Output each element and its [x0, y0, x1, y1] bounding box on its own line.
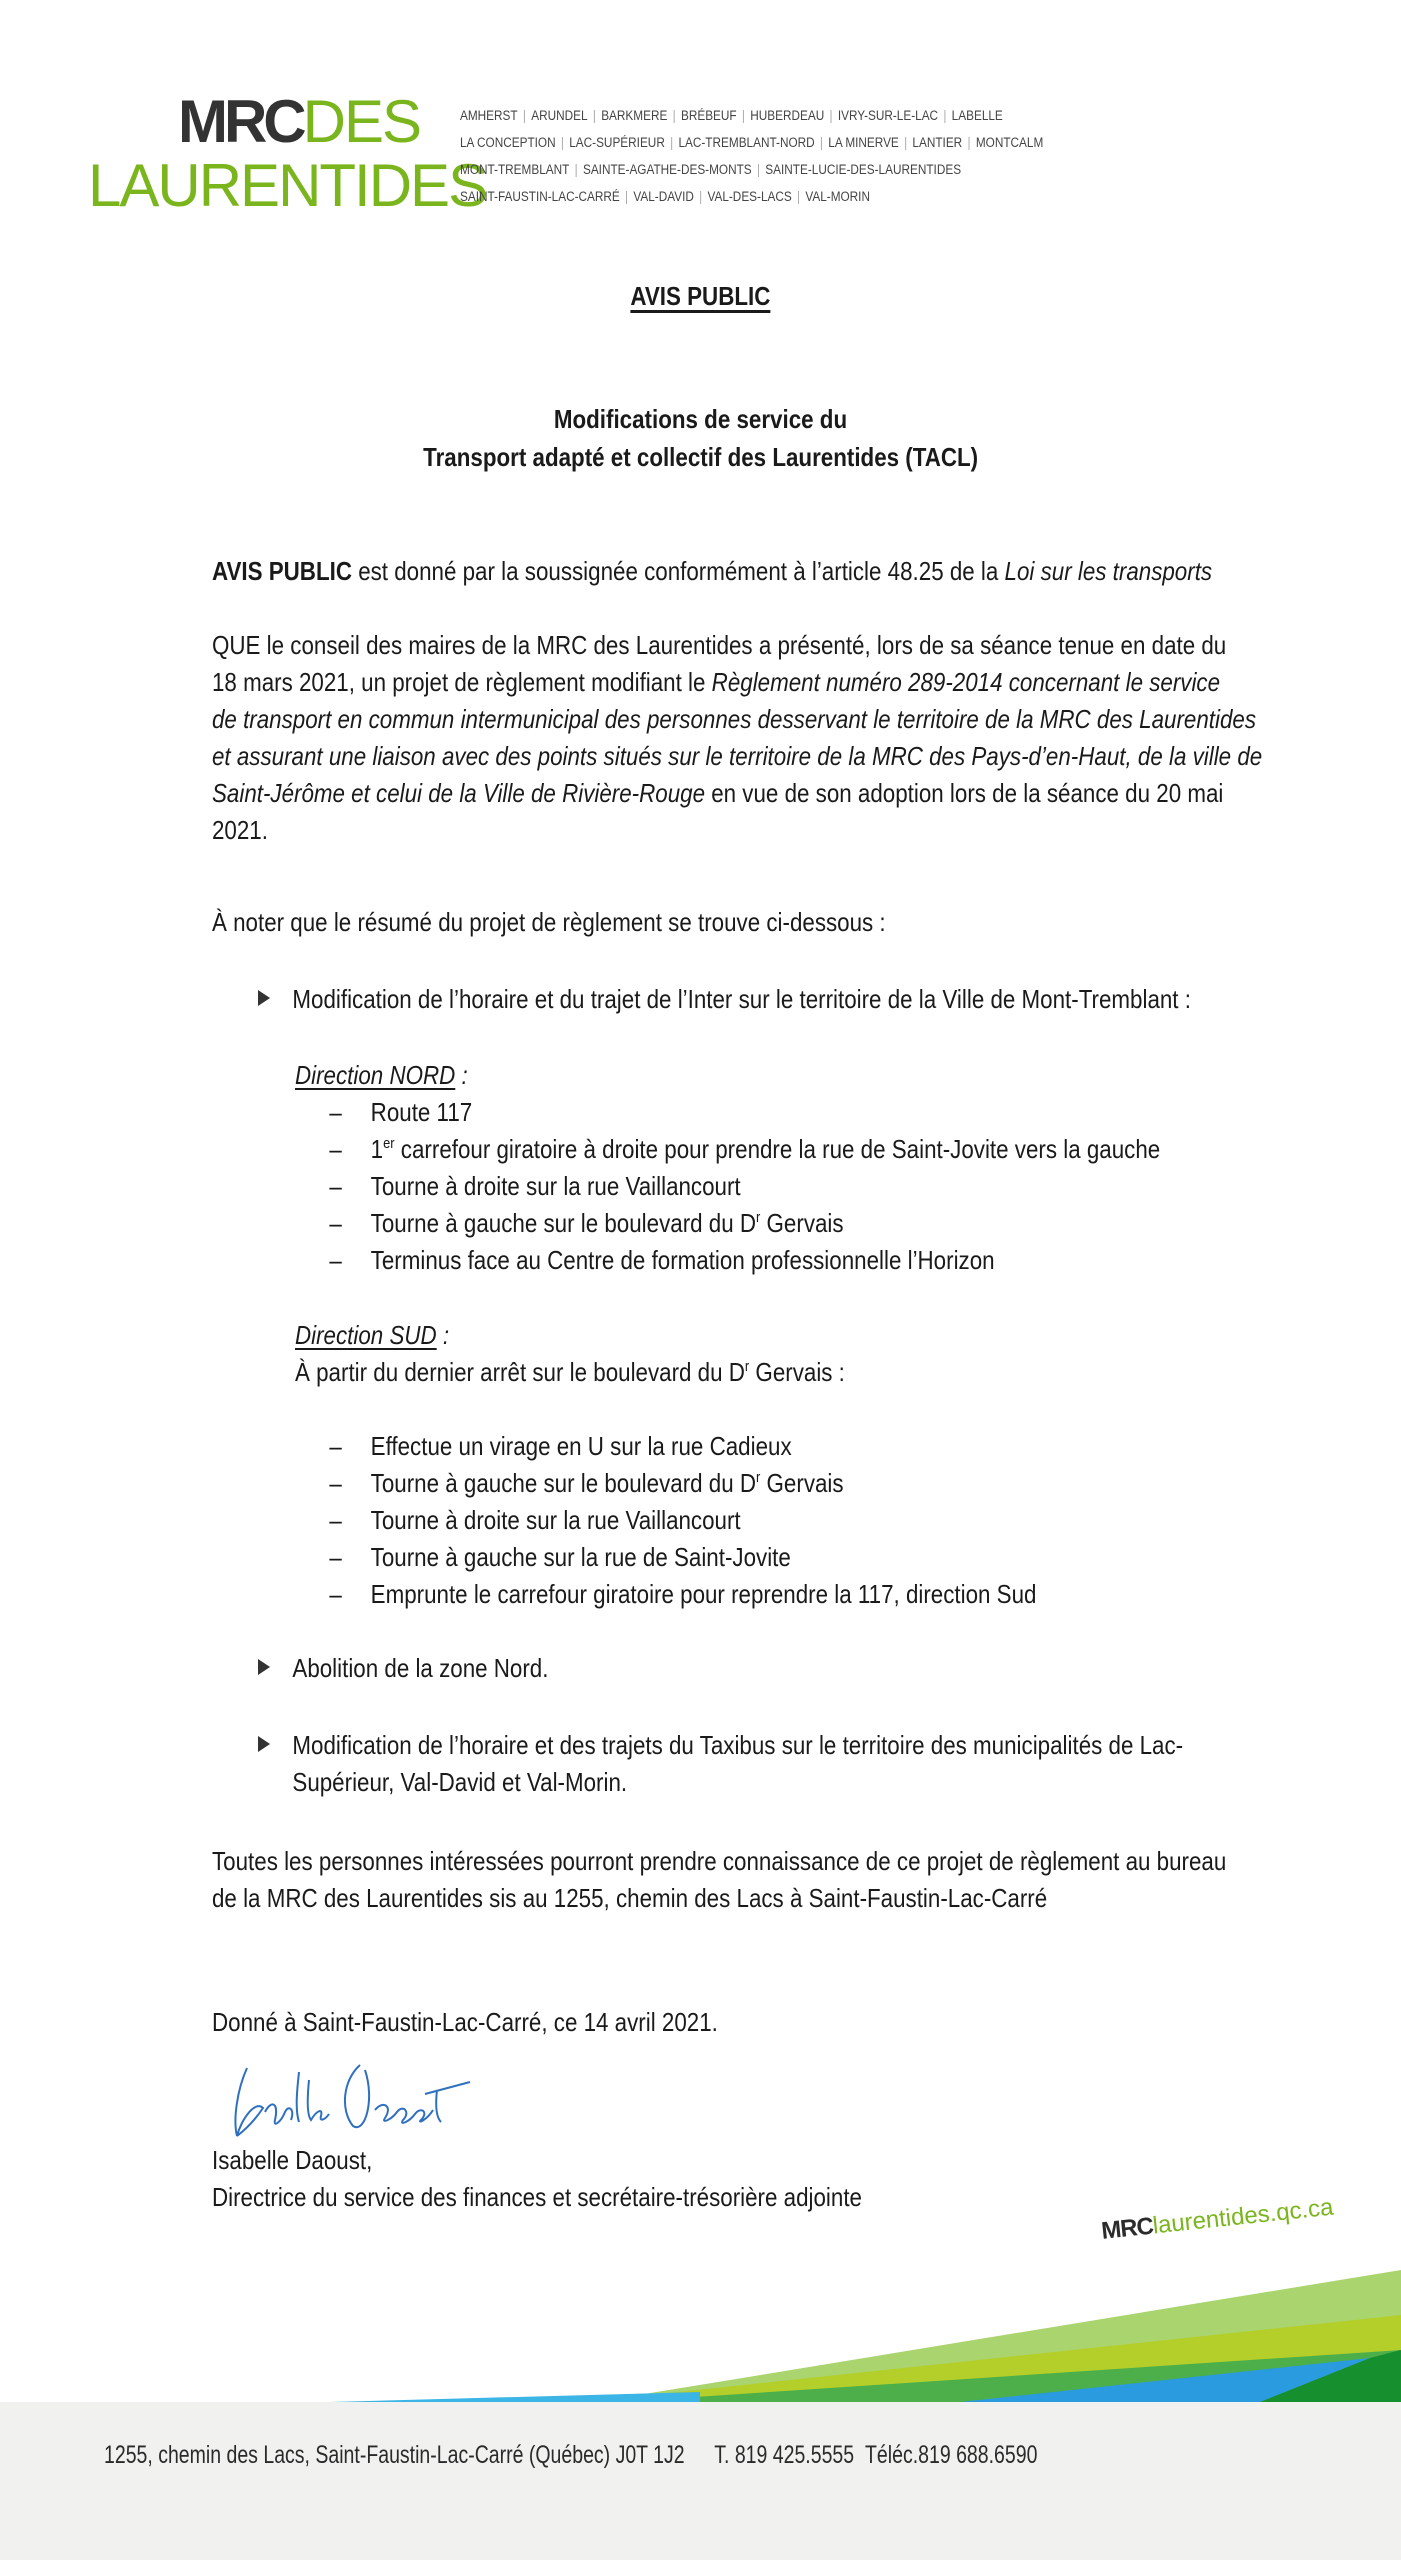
dash-bullet-icon: –	[329, 1208, 342, 1238]
separator: |	[819, 135, 823, 150]
municipality-name: SAINT-FAUSTIN-LAC-CARRÉ	[460, 189, 620, 204]
nord-list	[295, 1094, 1160, 1279]
arrow-bullet-icon	[258, 1659, 270, 1675]
separator: |	[522, 108, 526, 123]
municipality-name: SAINTE-AGATHE-DES-MONTS	[582, 162, 752, 177]
dash-bullet-icon: –	[329, 1468, 342, 1498]
arrow-bullet-icon	[258, 1736, 270, 1752]
direction-sud: Direction SUD : À partir du dernier arrêt sur le boulevard du $D^r$ Gervais : – Effectue un virage en U sur la rue Cadieux – Tourne à gauche sur le boulevard du $D^r$ Gervais – Tourne à droite sur la rue Vaillancourt – Tourne à gauche sur la rue de Saint-Jovite – Emprunte le carrefour giratoire pour reprendre la 117, direction Sud	[295, 1317, 1036, 1613]
notice-subtitle	[0, 400, 1401, 476]
municipality-row	[460, 129, 1043, 156]
separator: |	[625, 189, 629, 204]
dash-bullet-icon: –	[329, 1579, 342, 1609]
municipality-name: MONTCALM	[975, 135, 1044, 150]
route-step: – Tourne à gauche sur le boulevard du $D^r$ Gervais	[295, 1465, 1036, 1502]
logo-mrc: MRC	[178, 88, 303, 155]
municipality-name: LABELLE	[951, 108, 1003, 123]
dash-bullet-icon: –	[329, 1134, 342, 1164]
route-step: – Emprunte le carrefour giratoire pour reprendre la 117, direction Sud	[295, 1576, 1036, 1613]
nord-heading: Direction NORD	[295, 1060, 456, 1090]
municipality-row	[460, 102, 1043, 129]
route-step: – Terminus face au Centre de formation professionnelle l’Horizon	[295, 1242, 1160, 1279]
route-step: – Tourne à droite sur la rue Vaillancourt	[295, 1168, 1160, 1205]
sud-heading: Direction SUD	[295, 1320, 437, 1350]
separator: |	[699, 189, 703, 204]
municipality-name: VAL-DAVID	[633, 189, 694, 204]
dash-bullet-icon: –	[329, 1097, 342, 1127]
footer-fax: Téléc.819 688.6590	[865, 2441, 1038, 2469]
bullet-zone-nord: Abolition de la zone Nord.	[258, 1650, 548, 1687]
route-step: – Tourne à gauche sur la rue de Saint-Jovite	[295, 1539, 1036, 1576]
consult-paragraph: Toutes les personnes intéressées pourront prendre connaissance de ce projet de règlement au bureau de la MRC des Laurentides sis au 1255, chemin des Lacs à Saint-Faustin-Lac-Carré	[212, 1846, 1227, 1913]
subtitle-line1: Modifications de service du	[553, 404, 848, 434]
logo-line1	[178, 88, 421, 155]
dash-bullet-icon: –	[329, 1505, 342, 1535]
separator: |	[560, 135, 564, 150]
municipality-name: HUBERDEAU	[750, 108, 825, 123]
separator: |	[574, 162, 578, 177]
arrow-bullet-icon	[258, 990, 270, 1006]
municipality-name: LAC-TREMBLANT-NORD	[678, 135, 815, 150]
notice-title: AVIS PUBLIC	[630, 281, 771, 311]
municipality-name: BRÉBEUF	[680, 108, 737, 123]
municipality-name: ARUNDEL	[531, 108, 588, 123]
summary-intro: À noter que le résumé du projet de règlement se trouve ci-dessous :	[212, 907, 886, 937]
dash-bullet-icon: –	[329, 1245, 342, 1275]
dash-bullet-icon: –	[329, 1171, 342, 1201]
municipality-name: LA CONCEPTION	[460, 135, 556, 150]
website-link[interactable]: MRClaurentides.qc.ca	[1100, 2193, 1335, 2245]
separator: |	[756, 162, 761, 177]
subtitle-line2: Transport adapté et collectif des Laurentides (TACL)	[423, 442, 978, 472]
dash-bullet-icon: –	[329, 1431, 342, 1461]
separator: |	[943, 108, 947, 123]
intro-paragraph: AVIS PUBLIC est donné par la soussignée conformément à l’article 48.25 de la Loi sur les transports	[212, 556, 1213, 586]
route-step: – Route 117	[295, 1094, 1160, 1131]
separator: |	[797, 189, 801, 204]
signatory-title: Directrice du service des finances et secrétaire-trésorière adjointe	[212, 2182, 862, 2212]
separator: |	[670, 135, 674, 150]
municipality-row	[460, 156, 1043, 183]
logo-des: DES	[302, 88, 421, 155]
route-step: – Effectue un virage en U sur la rue Cadieux	[295, 1428, 1036, 1465]
signatory	[212, 2142, 862, 2216]
footer-band	[0, 2402, 1401, 2560]
given-date: Donné à Saint-Faustin-Lac-Carré, ce 14 avril 2021.	[212, 2007, 718, 2037]
municipality-name: LA MINERVE	[828, 135, 899, 150]
separator: |	[672, 108, 676, 123]
sud-list	[295, 1428, 1036, 1613]
municipality-row	[460, 183, 1043, 210]
municipality-name: LANTIER	[912, 135, 963, 150]
separator: |	[829, 108, 833, 123]
bullet-inter: Modification de l’horaire et du trajet de l’Inter sur le territoire de la Ville de Mont-Tremblant :	[258, 981, 1191, 1018]
separator: |	[904, 135, 908, 150]
municipality-name: BARKMERE	[601, 108, 668, 123]
decorative-stripes	[0, 2220, 1401, 2410]
signatory-name: Isabelle Daoust,	[212, 2145, 373, 2175]
footer-address: 1255, chemin des Lacs, Saint-Faustin-Lac-Carré (Québec) J0T 1J2	[104, 2441, 685, 2469]
municipality-name: IVRY-SUR-LE-LAC	[837, 108, 939, 123]
municipality-name: LAC-SUPÉRIEUR	[569, 135, 665, 150]
municipality-name: VAL-DES-LACS	[707, 189, 792, 204]
separator: |	[741, 108, 745, 123]
footer-contact	[104, 2440, 1037, 2470]
municipality-name: VAL-MORIN	[805, 189, 870, 204]
logo-laurentides: LAURENTIDES	[88, 152, 487, 219]
direction-nord: Direction NORD : – Route 117 – 1er carrefour giratoire à droite pour prendre la rue de Saint-Jovite vers la gauche – Tourne à droite sur la rue Vaillancourt – Tourne à gauche sur le boulevard du $D^r$ Gervais – Terminus face au Centre de formation professionnelle l’Horizon	[295, 1057, 1160, 1279]
separator: |	[967, 135, 971, 150]
route-step: – Tourne à droite sur la rue Vaillancourt	[295, 1502, 1036, 1539]
municipality-list	[460, 102, 1043, 210]
bullet-taxibus: Modification de l’horaire et des trajets du Taxibus sur le territoire des municipalités de Lac- Supérieur, Val-David et Val-Morin.	[258, 1727, 1183, 1801]
signature-image	[225, 2060, 525, 2140]
route-step: – Tourne à gauche sur le boulevard du $D^r$ Gervais	[295, 1205, 1160, 1242]
municipality-name: AMHERST	[460, 108, 518, 123]
footer-phone[interactable]: T. 819 425.5555	[714, 2441, 855, 2469]
que-paragraph: QUE le conseil des maires de la MRC des Laurentides a présenté, lors de sa séance tenue en date du 18 mars 2021, un projet de règlement modifiant le Règlement numéro 289-2014 concernant le service de transport en commun intermunicipal des personnes desservant le territoire de la MRC des Laurentides et assurant une liaison avec des points situés sur le territoire de la MRC des Pays-d’en-Haut, de la ville de Saint-Jérôme et celui de la Ville de Rivière-Rouge en vue de son adoption lors de la séance du 20 mai 2021.	[212, 630, 1263, 845]
stripe-thin-blue	[330, 2392, 700, 2402]
route-step: – 1er carrefour giratoire à droite pour prendre la rue de Saint-Jovite vers la gauche	[295, 1131, 1160, 1168]
municipality-name: SAINTE-LUCIE-DES-LAURENTIDES	[765, 162, 962, 177]
dash-bullet-icon: –	[329, 1542, 342, 1572]
municipality-name: MONT-TREMBLANT	[460, 162, 570, 177]
separator: |	[592, 108, 596, 123]
sud-intro: À partir du dernier arrêt sur le boulevard du $D^r$ Gervais :	[295, 1357, 845, 1387]
